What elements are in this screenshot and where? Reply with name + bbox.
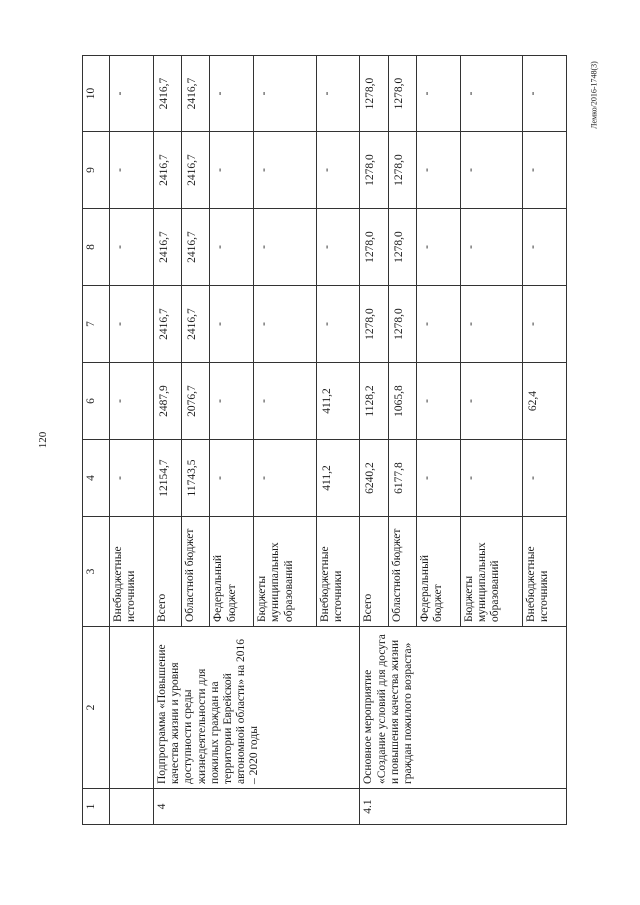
amount-cell: - bbox=[110, 56, 154, 132]
item-number: 4 bbox=[153, 789, 360, 825]
amount-cell: - bbox=[210, 209, 254, 286]
table-inner bbox=[82, 56, 594, 825]
funding-source: Всего bbox=[360, 517, 388, 627]
amount-cell: - bbox=[523, 440, 567, 517]
funding-source: Всего bbox=[153, 517, 181, 627]
amount-cell: - bbox=[316, 56, 360, 132]
amount-cell: - bbox=[210, 286, 254, 363]
funding-source: Бюджеты муниципальных образований bbox=[254, 517, 316, 627]
amount-cell: 1128,2 bbox=[360, 363, 388, 440]
amount-cell: 2416,7 bbox=[153, 56, 181, 132]
amount-cell: 62,4 bbox=[523, 363, 567, 440]
amount-cell: - bbox=[316, 286, 360, 363]
funding-source: Федеральный бюджет bbox=[210, 517, 254, 627]
amount-cell: - bbox=[210, 440, 254, 517]
table-row bbox=[360, 56, 388, 825]
amount-cell: 1278,0 bbox=[388, 286, 416, 363]
item-name bbox=[110, 627, 154, 789]
amount-cell: - bbox=[460, 209, 522, 286]
column-number: 8 bbox=[83, 209, 110, 286]
column-number: 9 bbox=[83, 132, 110, 209]
table-row bbox=[110, 56, 154, 825]
amount-cell: - bbox=[416, 440, 460, 517]
column-number: 10 bbox=[83, 56, 110, 132]
page-number: 120 bbox=[37, 431, 49, 449]
amount-cell: 2416,7 bbox=[182, 56, 210, 132]
rotated-table-container bbox=[82, 56, 594, 825]
funding-source: Внебюджетные источники bbox=[110, 517, 154, 627]
amount-cell: 411,2 bbox=[316, 363, 360, 440]
amount-cell: 12154,7 bbox=[153, 440, 181, 517]
funding-source: Областной бюджет bbox=[388, 517, 416, 627]
column-number: 1 bbox=[83, 789, 110, 825]
column-number: 7 bbox=[83, 286, 110, 363]
amount-cell: 1278,0 bbox=[360, 56, 388, 132]
amount-cell: - bbox=[110, 286, 154, 363]
amount-cell: 6177,8 bbox=[388, 440, 416, 517]
funding-source: Областной бюджет bbox=[182, 517, 210, 627]
amount-cell: 2416,7 bbox=[182, 132, 210, 209]
amount-cell: - bbox=[316, 209, 360, 286]
amount-cell: 1065,8 bbox=[388, 363, 416, 440]
document-code: Лемко/2016-1748(3) bbox=[589, 61, 599, 129]
amount-cell: 2416,7 bbox=[153, 209, 181, 286]
amount-cell: - bbox=[523, 56, 567, 132]
table-row bbox=[153, 56, 181, 825]
amount-cell: - bbox=[210, 363, 254, 440]
funding-source: Внебюджетные источники bbox=[316, 517, 360, 627]
column-number: 2 bbox=[83, 627, 110, 789]
amount-cell: - bbox=[416, 286, 460, 363]
header-row bbox=[83, 56, 110, 825]
item-name: Подпрограмма «Повышение качества жизни и уровня доступности среды жизнедеятельности для пожилых граждан на территории Еврейской автономной области» на 2016 – 2020 годы bbox=[153, 627, 360, 789]
budget-table bbox=[82, 55, 567, 825]
amount-cell: - bbox=[254, 132, 316, 209]
funding-source: Федеральный бюджет bbox=[416, 517, 460, 627]
item-number bbox=[110, 789, 154, 825]
amount-cell: - bbox=[460, 132, 522, 209]
funding-source: Бюджеты муниципальных образований bbox=[460, 517, 522, 627]
amount-cell: - bbox=[210, 56, 254, 132]
amount-cell: - bbox=[110, 440, 154, 517]
amount-cell: - bbox=[254, 440, 316, 517]
amount-cell: - bbox=[110, 209, 154, 286]
amount-cell: - bbox=[110, 132, 154, 209]
amount-cell: 6240,2 bbox=[360, 440, 388, 517]
amount-cell: - bbox=[460, 286, 522, 363]
amount-cell: 2416,7 bbox=[153, 286, 181, 363]
amount-cell: - bbox=[523, 286, 567, 363]
amount-cell: 2076,7 bbox=[182, 363, 210, 440]
amount-cell: - bbox=[460, 56, 522, 132]
amount-cell: 1278,0 bbox=[388, 209, 416, 286]
amount-cell: 2416,7 bbox=[153, 132, 181, 209]
amount-cell: - bbox=[210, 132, 254, 209]
amount-cell: - bbox=[460, 363, 522, 440]
amount-cell: 2416,7 bbox=[182, 209, 210, 286]
item-number: 4.1 bbox=[360, 789, 567, 825]
amount-cell: 1278,0 bbox=[388, 132, 416, 209]
amount-cell: 1278,0 bbox=[360, 209, 388, 286]
amount-cell: - bbox=[110, 363, 154, 440]
column-number: 4 bbox=[83, 440, 110, 517]
amount-cell: - bbox=[416, 56, 460, 132]
amount-cell: - bbox=[416, 132, 460, 209]
amount-cell: - bbox=[316, 132, 360, 209]
amount-cell: 2416,7 bbox=[182, 286, 210, 363]
amount-cell: - bbox=[523, 132, 567, 209]
funding-source: Внебюджетные источники bbox=[523, 517, 567, 627]
amount-cell: - bbox=[254, 209, 316, 286]
amount-cell: - bbox=[254, 56, 316, 132]
amount-cell: - bbox=[254, 363, 316, 440]
item-name: Основное мероприятие «Создание условий для досуга и повышения качества жизни граждан пожилого возраста» bbox=[360, 627, 567, 789]
amount-cell: 1278,0 bbox=[388, 56, 416, 132]
amount-cell: 1278,0 bbox=[360, 286, 388, 363]
amount-cell: 1278,0 bbox=[360, 132, 388, 209]
column-number: 3 bbox=[83, 517, 110, 627]
amount-cell: - bbox=[416, 363, 460, 440]
amount-cell: 2487,9 bbox=[153, 363, 181, 440]
amount-cell: 411,2 bbox=[316, 440, 360, 517]
amount-cell: - bbox=[523, 209, 567, 286]
amount-cell: - bbox=[254, 286, 316, 363]
amount-cell: - bbox=[416, 209, 460, 286]
amount-cell: 11743,5 bbox=[182, 440, 210, 517]
amount-cell: - bbox=[460, 440, 522, 517]
column-number: 6 bbox=[83, 363, 110, 440]
